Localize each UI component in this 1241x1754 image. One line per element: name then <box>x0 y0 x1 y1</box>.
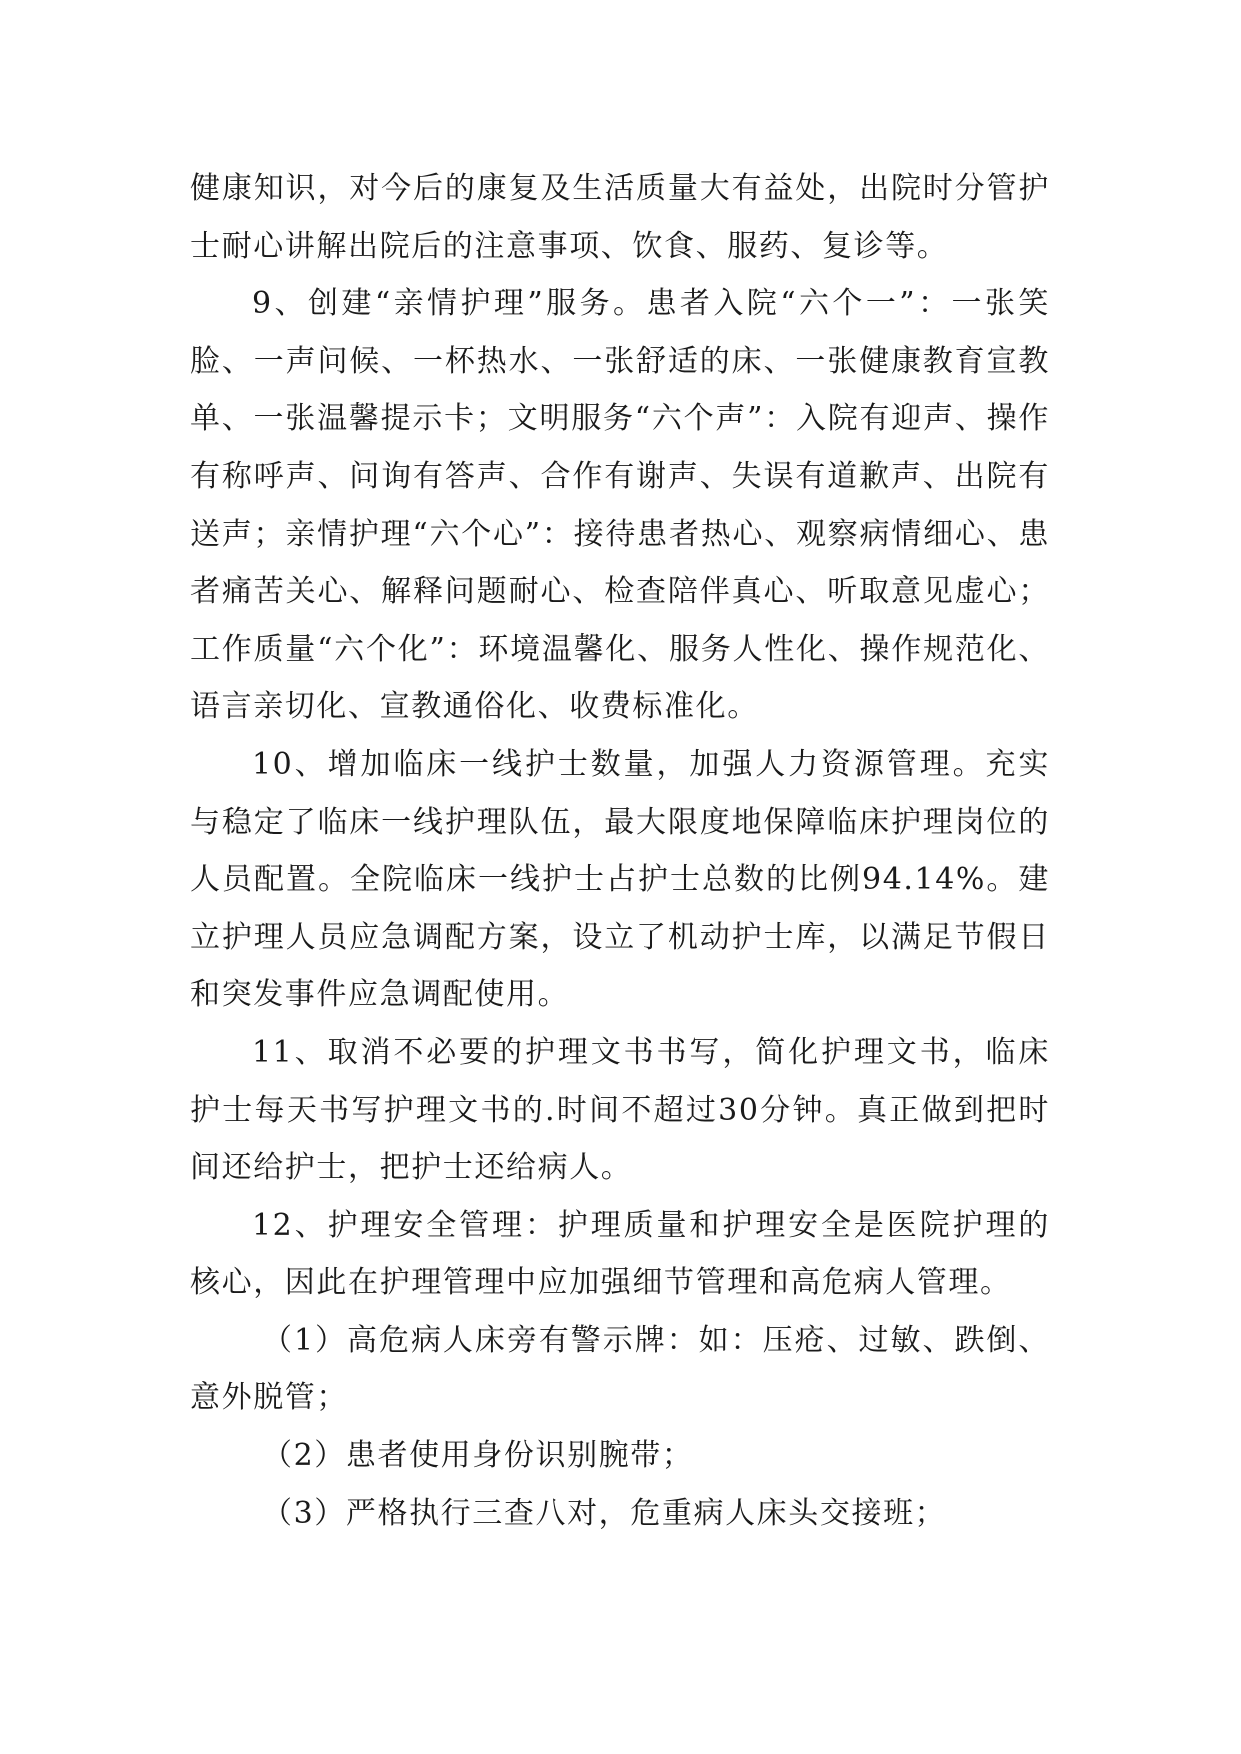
paragraph-item-11: 11、取消不必要的护理文书书写，简化护理文书，临床护士每天书写护理文书的.时间不超过30分钟。真正做到把时间还给护士，把护士还给病人。 <box>190 1034 1050 1186</box>
document-body <box>190 160 1050 1542</box>
paragraph-subitem-3: （3）严格执行三查八对，危重病人床头交接班； <box>262 1495 947 1531</box>
paragraph-subitem-1: （1）高危病人床旁有警示牌：如：压疮、过敏、跌倒、意外脱管； <box>190 1322 1050 1416</box>
paragraph-subitem-2: （2）患者使用身份识别腕带； <box>262 1438 694 1474</box>
paragraph-item-10: 10、增加临床一线护士数量，加强人力资源管理。充实与稳定了临床一线护理队伍，最大限度地保障临床护理岗位的人员配置。全院临床一线护士占护士总数的比例94.14%。建立护理人员应急调配方案，设立了机动护士库，以满足节假日和突发事件应急调配使用。 <box>190 746 1050 1013</box>
paragraph-continuation: 健康知识，对今后的康复及生活质量大有益处，出院时分管护士耐心讲解出院后的注意事项、饮食、服药、复诊等。 <box>190 171 1050 264</box>
paragraph-item-9: 9、创建“亲情护理”服务。患者入院“六个一”：一张笑脸、一声问候、一杯热水、一张舒适的床、一张健康教育宣教单、一张温馨提示卡；文明服务“六个声”：入院有迎声、操作有称呼声、问询有答声、合作有谢声、失误有道歉声、出院有送声；亲情护理“六个心”：接待患者热心、观察病情细心、患者痛苦关心、解释问题耐心、检查陪伴真心、听取意见虚心；工作质量“六个化”：环境温馨化、服务人性化、操作规范化、语言亲切化、宣教通俗化、收费标准化。 <box>190 286 1050 725</box>
paragraph-item-12: 12、护理安全管理：护理质量和护理安全是医院护理的核心，因此在护理管理中应加强细节管理和高危病人管理。 <box>190 1207 1050 1301</box>
